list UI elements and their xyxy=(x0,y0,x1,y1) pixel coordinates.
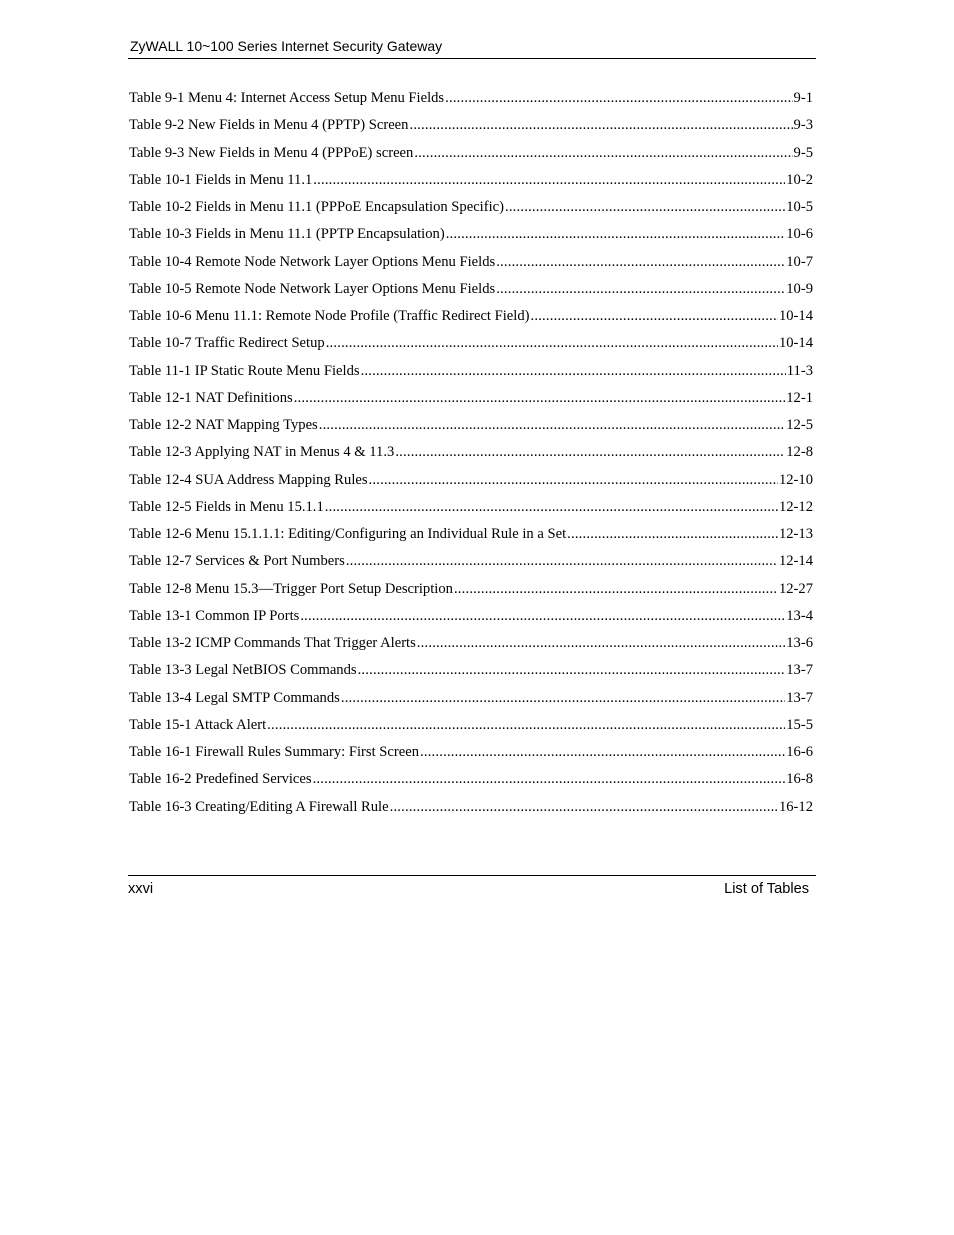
toc-entry-title: Table 12-1 NAT Definitions xyxy=(129,389,293,406)
toc-entry-page: 10-9 xyxy=(786,280,813,297)
dot-leader xyxy=(496,252,785,272)
document-title: ZyWALL 10~100 Series Internet Security Gateway xyxy=(130,38,443,54)
toc-entry[interactable] xyxy=(129,279,813,306)
toc-entry-page: 9-1 xyxy=(793,90,813,106)
dot-leader xyxy=(505,197,785,217)
dot-leader xyxy=(294,388,786,408)
dot-leader xyxy=(313,170,785,190)
toc-entry-title: Table 12-8 Menu 15.3—Trigger Port Setup Description xyxy=(129,580,453,597)
toc-entry-title: Table 10-7 Traffic Redirect Setup xyxy=(129,335,325,352)
dot-leader xyxy=(313,769,786,789)
toc-entry-page: 13-7 xyxy=(786,662,813,679)
toc-entry-page: 12-8 xyxy=(786,444,813,461)
toc-entry-page: 12-13 xyxy=(778,526,813,542)
page-footer xyxy=(128,875,816,900)
toc-entry-title: Table 16-3 Creating/Editing A Firewall Rule xyxy=(129,798,389,815)
toc-entry-page: 12-1 xyxy=(786,389,813,406)
toc-entry[interactable] xyxy=(129,579,813,606)
toc-entry-title: Table 9-2 New Fields in Menu 4 (PPTP) Screen xyxy=(129,117,409,134)
toc-entry-page: 9-5 xyxy=(793,144,813,161)
page-header xyxy=(128,38,816,59)
dot-leader xyxy=(361,361,786,381)
dot-leader xyxy=(567,524,778,544)
toc-entry-title: Table 13-3 Legal NetBIOS Commands xyxy=(129,662,357,679)
section-name: List of Tables xyxy=(724,881,809,897)
toc-entry-page: 16-8 xyxy=(786,771,813,788)
toc-entry-title: Table 12-6 Menu 15.1.1.1: Editing/Configuring an Individual Rule in a Set xyxy=(129,526,567,542)
toc-entry-page: 13-4 xyxy=(786,607,813,624)
dot-leader xyxy=(325,497,778,517)
dot-leader xyxy=(369,470,778,490)
toc-entry-title: Table 13-2 ICMP Commands That Trigger Alerts xyxy=(129,635,416,651)
page-number: xxvi xyxy=(128,881,154,897)
dot-leader xyxy=(420,742,785,762)
toc-entry[interactable] xyxy=(129,333,813,360)
toc-entry[interactable] xyxy=(129,143,813,170)
toc-entry-page: 10-5 xyxy=(786,199,813,215)
toc-entry-title: Table 10-2 Fields in Menu 11.1 (PPPoE Encapsulation Specific) xyxy=(129,199,504,215)
dot-leader xyxy=(300,606,785,626)
toc-entry[interactable] xyxy=(129,170,813,197)
toc-entry-title: Table 12-4 SUA Address Mapping Rules xyxy=(129,471,368,488)
dot-leader xyxy=(267,715,785,735)
toc-entry-page: 16-6 xyxy=(786,744,813,760)
toc-entry-title: Table 15-1 Attack Alert xyxy=(129,716,267,733)
dot-leader xyxy=(417,633,785,653)
toc-entry-title: Table 16-1 Firewall Rules Summary: First Screen xyxy=(129,744,419,760)
dot-leader xyxy=(531,306,778,326)
toc-entry[interactable] xyxy=(129,470,813,497)
toc-entry-title: Table 12-5 Fields in Menu 15.1.1 xyxy=(129,498,324,515)
toc-entry[interactable] xyxy=(129,606,813,633)
dot-leader xyxy=(454,579,778,599)
dot-leader xyxy=(326,333,778,353)
toc-entry-page: 12-12 xyxy=(778,498,813,515)
toc-entry-page: 13-7 xyxy=(786,689,813,706)
list-of-tables xyxy=(129,88,813,824)
toc-entry[interactable] xyxy=(129,742,813,769)
toc-entry[interactable] xyxy=(129,442,813,469)
dot-leader xyxy=(409,115,792,135)
toc-entry-page: 10-14 xyxy=(778,308,813,324)
toc-entry[interactable] xyxy=(129,769,813,796)
dot-leader xyxy=(496,279,785,299)
toc-entry-title: Table 12-3 Applying NAT in Menus 4 & 11.3 xyxy=(129,444,395,461)
dot-leader xyxy=(319,415,786,435)
toc-entry-title: Table 13-4 Legal SMTP Commands xyxy=(129,689,340,706)
toc-entry[interactable] xyxy=(129,688,813,715)
dot-leader xyxy=(446,224,786,244)
toc-entry-page: 10-7 xyxy=(786,253,813,270)
toc-entry[interactable] xyxy=(129,551,813,578)
toc-entry-title: Table 10-3 Fields in Menu 11.1 (PPTP Encapsulation) xyxy=(129,226,445,243)
toc-entry-page: 12-5 xyxy=(786,417,813,433)
dot-leader xyxy=(358,660,786,680)
toc-entry-title: Table 10-4 Remote Node Network Layer Options Menu Fields xyxy=(129,253,496,270)
toc-entry-title: Table 12-2 NAT Mapping Types xyxy=(129,417,318,433)
toc-entry-page: 12-27 xyxy=(778,580,813,597)
toc-entry[interactable] xyxy=(129,715,813,742)
toc-entry-title: Table 9-1 Menu 4: Internet Access Setup Menu Fields xyxy=(129,90,445,106)
toc-entry-page: 15-5 xyxy=(786,716,813,733)
toc-entry-page: 10-2 xyxy=(786,171,813,188)
dot-leader xyxy=(390,797,778,817)
toc-entry-page: 16-12 xyxy=(778,798,813,815)
toc-entry-title: Table 10-1 Fields in Menu 11.1 xyxy=(129,171,313,188)
toc-entry-title: Table 12-7 Services & Port Numbers xyxy=(129,553,345,570)
toc-entry[interactable] xyxy=(129,660,813,687)
toc-entry-page: 13-6 xyxy=(786,635,813,651)
toc-entry[interactable] xyxy=(129,797,813,824)
toc-entry-page: 10-6 xyxy=(786,226,813,243)
toc-entry[interactable] xyxy=(129,415,813,442)
toc-entry[interactable] xyxy=(129,88,813,115)
toc-entry-title: Table 10-6 Menu 11.1: Remote Node Profile (Traffic Redirect Field) xyxy=(129,308,530,324)
toc-entry-page: 12-10 xyxy=(778,471,813,488)
toc-entry[interactable] xyxy=(129,252,813,279)
toc-entry[interactable] xyxy=(129,633,813,660)
toc-entry[interactable] xyxy=(129,497,813,524)
dot-leader xyxy=(414,143,792,163)
toc-entry-title: Table 10-5 Remote Node Network Layer Options Menu Fields xyxy=(129,280,496,297)
toc-entry-page: 10-14 xyxy=(778,335,813,352)
dot-leader xyxy=(395,442,785,462)
toc-entry-title: Table 11-1 IP Static Route Menu Fields xyxy=(129,362,360,379)
toc-entry[interactable] xyxy=(129,361,813,388)
toc-entry-page: 11-3 xyxy=(786,362,813,379)
toc-entry[interactable] xyxy=(129,524,813,551)
toc-entry[interactable] xyxy=(129,388,813,415)
toc-entry-title: Table 13-1 Common IP Ports xyxy=(129,607,300,624)
toc-entry-title: Table 9-3 New Fields in Menu 4 (PPPoE) screen xyxy=(129,144,414,161)
toc-entry-page: 12-14 xyxy=(778,553,813,570)
toc-entry[interactable] xyxy=(129,224,813,251)
dot-leader xyxy=(346,551,778,571)
toc-entry-title: Table 16-2 Predefined Services xyxy=(129,771,312,788)
dot-leader xyxy=(341,688,785,708)
toc-entry[interactable] xyxy=(129,306,813,333)
toc-entry-page: 9-3 xyxy=(793,117,813,134)
toc-entry[interactable] xyxy=(129,115,813,142)
dot-leader xyxy=(445,88,792,108)
toc-entry[interactable] xyxy=(129,197,813,224)
